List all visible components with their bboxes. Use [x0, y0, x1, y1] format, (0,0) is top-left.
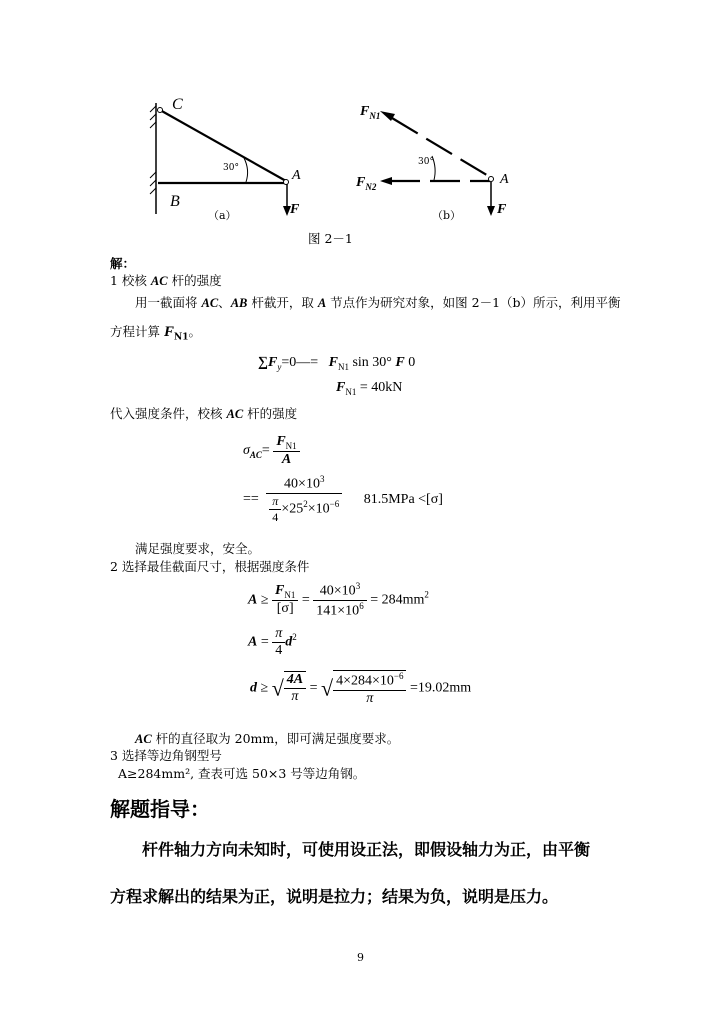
guidance-line-1: 杆件轴力方向未知时，可使用设正法，即假设轴力为正，由平衡: [142, 840, 591, 859]
label-a-b: A: [500, 172, 509, 187]
step3-title: 3 选择等边角钢型号: [110, 748, 222, 763]
caption-b: （b）: [432, 209, 462, 222]
label-b: B: [170, 193, 180, 210]
step1-paragraph: 用一截面将 AC、AB 杆截开，取 A 节点作为研究对象，如图 2－1（b）所示，利用平衡: [135, 295, 621, 310]
label-fn1: $F_{N1}$: [360, 104, 381, 121]
step1-title: 1 校核 AC 杆的强度: [110, 273, 222, 288]
label-fn2: $F_{N2}$: [356, 175, 377, 192]
solution-heading: 解：: [110, 256, 136, 271]
angle-label: 30°: [223, 163, 239, 173]
step2-title: 2 选择最佳截面尺寸，根据强度条件: [110, 559, 310, 574]
equation-2: $F_{N1} = 40kN$: [336, 380, 403, 397]
step3-text: A≥284mm², 查表可选 50×3 号等边角钢。: [118, 766, 366, 781]
label-f-b: F: [497, 202, 507, 217]
page-number: 9: [357, 951, 364, 964]
equation-1: $\sum F_y=0—=$ $F_{N1}$ sin 30° F 0: [258, 355, 416, 372]
angle-label-b: 30°: [418, 157, 434, 167]
safe-text: 满足强度要求，安全。: [135, 541, 261, 556]
label-f: F: [290, 202, 300, 217]
figure-caption: 图 2－1: [308, 231, 353, 246]
guidance-heading: 解题指导：: [110, 797, 210, 821]
step1-paragraph-2: 方程计算 $F_{N1}$。: [110, 324, 202, 343]
calc-formula: == $40\times 10^3$ $\frac{\pi}{4}$ $\times 25^2\times 10^{-6}$ 81.5MPa <[σ]: [243, 474, 443, 524]
d-formula: d ≥ √ $\frac{4A}{\pi}$ = √ $\frac{4\times 284\times 10^{-6}}{\pi}$ =19.02mm: [250, 671, 472, 706]
strength-line: 代入强度条件，校核 AC 杆的强度: [110, 406, 298, 421]
sigma-formula: $\sigma_{AC}=$ $\frac{F_{N1}}{A}$: [243, 434, 300, 468]
area-d-formula: A = $\frac{\pi}{4}$ $d^2$: [248, 626, 297, 658]
area-formula: A ≥ $\frac{F_{N1}}{[\sigma]}$ = $\frac{40\times 10^3}{141\times 10^6}$ = $284mm^2$: [248, 581, 429, 619]
label-a: A: [292, 168, 301, 183]
label-c: C: [172, 96, 183, 113]
guidance-line-2: 方程求解出的结果为正，说明是拉力；结果为负，说明是压力。: [110, 887, 559, 906]
caption-a: （a）: [208, 209, 237, 222]
conclusion-line: AC 杆的直径取为 20mm，即可满足强度要求。: [135, 731, 400, 746]
